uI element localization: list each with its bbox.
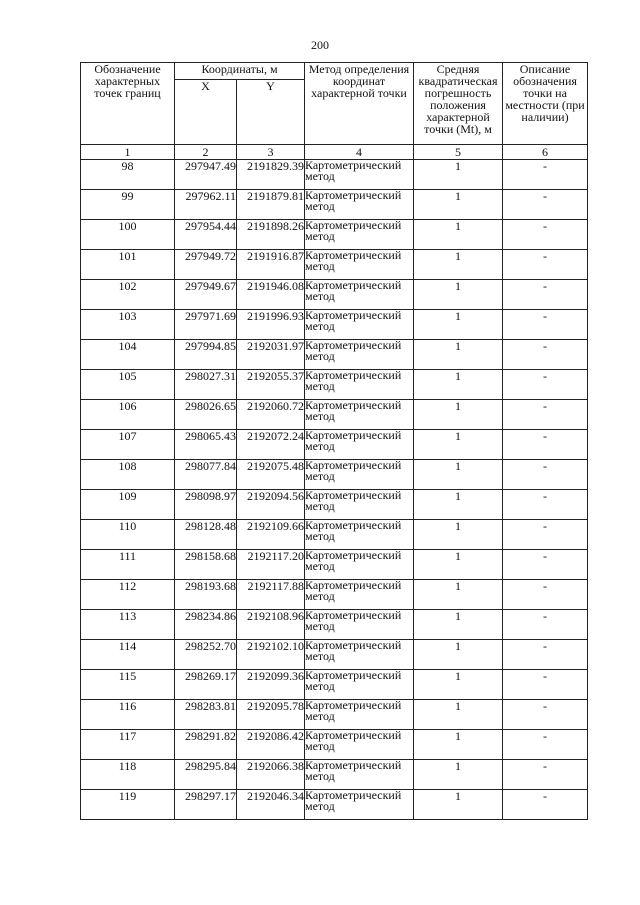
x-coordinate-cell: 297947.49 <box>175 160 237 190</box>
error-cell: 1 <box>414 400 503 430</box>
point-id-cell: 106 <box>81 400 175 430</box>
header-coordinates: Координаты, м <box>175 63 305 80</box>
x-coordinate-cell: 298027.31 <box>175 370 237 400</box>
method-cell: Картометрический метод <box>305 730 414 760</box>
error-cell: 1 <box>414 310 503 340</box>
x-coordinate-cell: 298065.43 <box>175 430 237 460</box>
table-row <box>81 790 588 820</box>
table-row <box>81 370 588 400</box>
coordinates-table <box>80 62 588 820</box>
y-coordinate-cell: 2191879.81 <box>237 190 305 220</box>
method-cell: Картометрический метод <box>305 310 414 340</box>
error-cell: 1 <box>414 340 503 370</box>
error-cell: 1 <box>414 580 503 610</box>
y-coordinate-cell: 2191916.87 <box>237 250 305 280</box>
column-number: 4 <box>305 145 414 160</box>
table-row <box>81 640 588 670</box>
point-id-cell: 105 <box>81 370 175 400</box>
y-coordinate-cell: 2192046.34 <box>237 790 305 820</box>
point-id-cell: 115 <box>81 670 175 700</box>
description-cell: - <box>503 760 588 790</box>
method-cell: Картометрический метод <box>305 400 414 430</box>
column-number: 5 <box>414 145 503 160</box>
point-id-cell: 99 <box>81 190 175 220</box>
x-coordinate-cell: 298193.68 <box>175 580 237 610</box>
x-coordinate-cell: 298297.17 <box>175 790 237 820</box>
point-id-cell: 109 <box>81 490 175 520</box>
table-row <box>81 580 588 610</box>
table-row <box>81 160 588 190</box>
method-cell: Картометрический метод <box>305 550 414 580</box>
method-cell: Картометрический метод <box>305 280 414 310</box>
table-row <box>81 280 588 310</box>
x-coordinate-cell: 298158.68 <box>175 550 237 580</box>
error-cell: 1 <box>414 190 503 220</box>
y-coordinate-cell: 2191898.26 <box>237 220 305 250</box>
table-row <box>81 340 588 370</box>
method-cell: Картометрический метод <box>305 610 414 640</box>
table-row <box>81 430 588 460</box>
description-cell: - <box>503 310 588 340</box>
y-coordinate-cell: 2192060.72 <box>237 400 305 430</box>
x-coordinate-cell: 297949.67 <box>175 280 237 310</box>
method-cell: Картометрический метод <box>305 190 414 220</box>
method-cell: Картометрический метод <box>305 250 414 280</box>
error-cell: 1 <box>414 730 503 760</box>
method-cell: Картометрический метод <box>305 430 414 460</box>
method-cell: Картометрический метод <box>305 640 414 670</box>
y-coordinate-cell: 2192072.24 <box>237 430 305 460</box>
error-cell: 1 <box>414 490 503 520</box>
error-cell: 1 <box>414 760 503 790</box>
description-cell: - <box>503 730 588 760</box>
x-coordinate-cell: 298128.48 <box>175 520 237 550</box>
header-x: X <box>175 80 237 145</box>
description-cell: - <box>503 490 588 520</box>
header-description: Описание обозначения точки на местности (при наличии) <box>503 63 588 145</box>
error-cell: 1 <box>414 610 503 640</box>
description-cell: - <box>503 160 588 190</box>
page-number: 200 <box>311 38 329 52</box>
method-cell: Картометрический метод <box>305 580 414 610</box>
method-cell: Картометрический метод <box>305 340 414 370</box>
point-id-cell: 103 <box>81 310 175 340</box>
method-cell: Картометрический метод <box>305 160 414 190</box>
x-coordinate-cell: 298026.65 <box>175 400 237 430</box>
y-coordinate-cell: 2191946.08 <box>237 280 305 310</box>
point-id-cell: 100 <box>81 220 175 250</box>
y-coordinate-cell: 2192108.96 <box>237 610 305 640</box>
x-coordinate-cell: 297962.11 <box>175 190 237 220</box>
description-cell: - <box>503 340 588 370</box>
x-coordinate-cell: 298295.84 <box>175 760 237 790</box>
error-cell: 1 <box>414 460 503 490</box>
method-cell: Картометрический метод <box>305 790 414 820</box>
method-cell: Картометрический метод <box>305 520 414 550</box>
description-cell: - <box>503 460 588 490</box>
x-coordinate-cell: 298269.17 <box>175 670 237 700</box>
description-cell: - <box>503 700 588 730</box>
table-row <box>81 460 588 490</box>
table-row <box>81 310 588 340</box>
y-coordinate-cell: 2192102.10 <box>237 640 305 670</box>
error-cell: 1 <box>414 280 503 310</box>
error-cell: 1 <box>414 220 503 250</box>
y-coordinate-cell: 2192109.66 <box>237 520 305 550</box>
point-id-cell: 112 <box>81 580 175 610</box>
description-cell: - <box>503 220 588 250</box>
error-cell: 1 <box>414 250 503 280</box>
table-row <box>81 550 588 580</box>
y-coordinate-cell: 2192094.56 <box>237 490 305 520</box>
description-cell: - <box>503 190 588 220</box>
point-id-cell: 111 <box>81 550 175 580</box>
table-row <box>81 220 588 250</box>
y-coordinate-cell: 2192099.36 <box>237 670 305 700</box>
description-cell: - <box>503 250 588 280</box>
description-cell: - <box>503 520 588 550</box>
x-coordinate-cell: 298098.97 <box>175 490 237 520</box>
method-cell: Картометрический метод <box>305 460 414 490</box>
y-coordinate-cell: 2192031.97 <box>237 340 305 370</box>
description-cell: - <box>503 610 588 640</box>
description-cell: - <box>503 790 588 820</box>
error-cell: 1 <box>414 640 503 670</box>
method-cell: Картометрический метод <box>305 760 414 790</box>
y-coordinate-cell: 2192075.48 <box>237 460 305 490</box>
point-id-cell: 102 <box>81 280 175 310</box>
x-coordinate-cell: 298291.82 <box>175 730 237 760</box>
x-coordinate-cell: 297994.85 <box>175 340 237 370</box>
header-error: Средняя квадратическая погрешность положения характерной точки (Mt), м <box>414 63 503 145</box>
point-id-cell: 119 <box>81 790 175 820</box>
x-coordinate-cell: 298077.84 <box>175 460 237 490</box>
point-id-cell: 108 <box>81 460 175 490</box>
description-cell: - <box>503 580 588 610</box>
y-coordinate-cell: 2192055.37 <box>237 370 305 400</box>
error-cell: 1 <box>414 520 503 550</box>
header-method: Метод определения координат характерной точки <box>305 63 414 145</box>
x-coordinate-cell: 297971.69 <box>175 310 237 340</box>
table-row <box>81 760 588 790</box>
point-id-cell: 110 <box>81 520 175 550</box>
table-row <box>81 610 588 640</box>
point-id-cell: 118 <box>81 760 175 790</box>
y-coordinate-cell: 2191996.93 <box>237 310 305 340</box>
point-id-cell: 101 <box>81 250 175 280</box>
header-y: Y <box>237 80 305 145</box>
point-id-cell: 104 <box>81 340 175 370</box>
table-row <box>81 520 588 550</box>
y-coordinate-cell: 2192117.88 <box>237 580 305 610</box>
x-coordinate-cell: 297949.72 <box>175 250 237 280</box>
column-number: 6 <box>503 145 588 160</box>
method-cell: Картометрический метод <box>305 670 414 700</box>
table-row <box>81 730 588 760</box>
point-id-cell: 107 <box>81 430 175 460</box>
y-coordinate-cell: 2192086.42 <box>237 730 305 760</box>
table-row <box>81 190 588 220</box>
table-row <box>81 490 588 520</box>
method-cell: Картометрический метод <box>305 490 414 520</box>
x-coordinate-cell: 298283.81 <box>175 700 237 730</box>
point-id-cell: 98 <box>81 160 175 190</box>
description-cell: - <box>503 550 588 580</box>
error-cell: 1 <box>414 160 503 190</box>
x-coordinate-cell: 297954.44 <box>175 220 237 250</box>
description-cell: - <box>503 640 588 670</box>
description-cell: - <box>503 400 588 430</box>
error-cell: 1 <box>414 430 503 460</box>
point-id-cell: 117 <box>81 730 175 760</box>
table-row <box>81 250 588 280</box>
description-cell: - <box>503 670 588 700</box>
error-cell: 1 <box>414 550 503 580</box>
y-coordinate-cell: 2192117.20 <box>237 550 305 580</box>
method-cell: Картометрический метод <box>305 220 414 250</box>
error-cell: 1 <box>414 700 503 730</box>
point-id-cell: 114 <box>81 640 175 670</box>
point-id-cell: 113 <box>81 610 175 640</box>
x-coordinate-cell: 298252.70 <box>175 640 237 670</box>
table-row <box>81 700 588 730</box>
header-point-designation: Обозначение характерных точек границ <box>81 63 175 145</box>
error-cell: 1 <box>414 670 503 700</box>
column-number: 3 <box>237 145 305 160</box>
column-number: 2 <box>175 145 237 160</box>
error-cell: 1 <box>414 370 503 400</box>
point-id-cell: 116 <box>81 700 175 730</box>
method-cell: Картометрический метод <box>305 370 414 400</box>
y-coordinate-cell: 2192095.78 <box>237 700 305 730</box>
table-row <box>81 670 588 700</box>
description-cell: - <box>503 430 588 460</box>
x-coordinate-cell: 298234.86 <box>175 610 237 640</box>
table-body <box>81 160 588 820</box>
column-number: 1 <box>81 145 175 160</box>
description-cell: - <box>503 280 588 310</box>
y-coordinate-cell: 2191829.39 <box>237 160 305 190</box>
method-cell: Картометрический метод <box>305 700 414 730</box>
error-cell: 1 <box>414 790 503 820</box>
y-coordinate-cell: 2192066.38 <box>237 760 305 790</box>
description-cell: - <box>503 370 588 400</box>
table-row <box>81 400 588 430</box>
